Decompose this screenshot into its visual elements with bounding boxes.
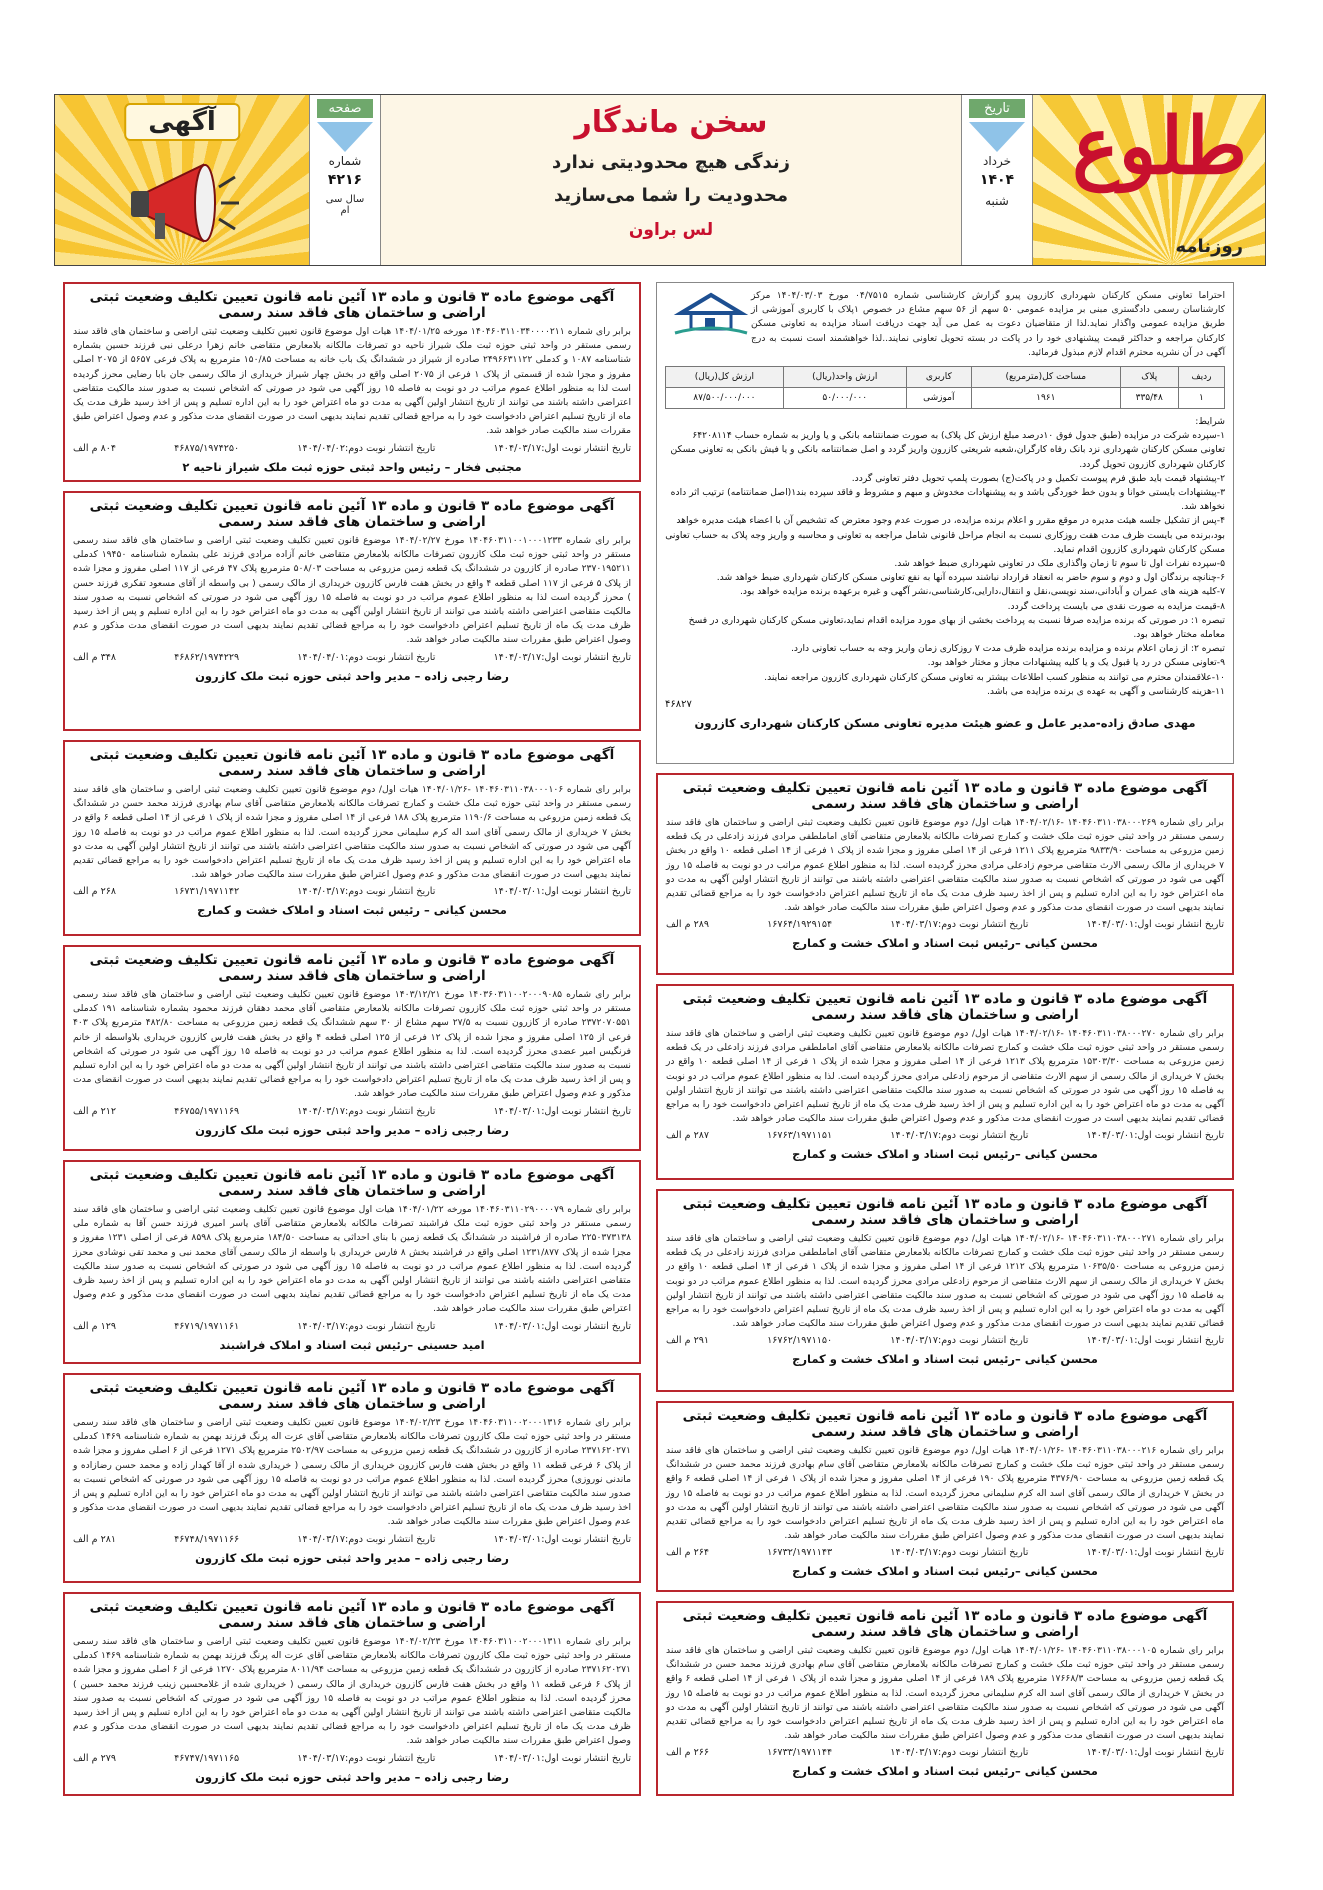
year-label: سال سی ام bbox=[325, 194, 365, 216]
notice-meta bbox=[666, 1130, 1224, 1141]
notice-code: ۱۶۷۳۲/۱۹۷۱۱۴۳ bbox=[767, 1547, 833, 1559]
table-header-cell: ارزش واحد(ریال) bbox=[783, 367, 906, 388]
publish-date-1: تاریخ انتشار نوبت اول:۱۴۰۴/۰۳/۰۱ bbox=[1086, 1130, 1224, 1142]
condition-item: ۹-تعاونی مسکن در رد یا قبول یک و یا کلیه پیشنهادات مجاز و مختار خواهد بود. bbox=[927, 657, 1225, 669]
notice-meta bbox=[73, 1106, 631, 1117]
legal-notice bbox=[63, 1592, 641, 1796]
notice-ref: ۳۴۸ م الف bbox=[73, 651, 117, 663]
notice-body: برابر رای شماره ۱۴۰۴۶۰۳۱۱۰۰۲۰۰۰۱۳۱۱ مورخ ۱۴۰۴/۰۲/۲۳ موضوع قانون تعیین تکلیف وضعیت ثبتی اراضی و ساختمان های فاقد سند رسمی مستقر در واحد ثبتی حوزه ثبت ملک کازرون تصرفات مالکانه بلامعارض متقاضی آقای عزت اله پرنگ فرزند بهمن به شماره شناسنامه ۱۴۶۹ کدملی ۲۳۷۱۶۲۰۲۷۱ صادره از کازرون در ششدانگ یک قطعه زمین مزروعی به مساحت ۸۰۱۱/۹۴ مترمربع پلاک ۱۲۷۰ فرعی از ۶ اصلی مفروز و مجزا شده از پلاک ۶ فرعی قطعه ۱۱ واقع در بخش هفت فارس کازرون خریداری از مالک رسمی ( خریداری شده از غلامحسین زینب فرزند محمد حسین ) محرز گردیده است. لذا به منظور اطلاع عموم مراتب در دو نوبت به فاصله ۱۵ روز آگهی می شود در صورتی که اشخاص نسبت به صدور سند مالکیت متقاضی اعتراضی داشته باشند می توانند از تاریخ انتشار اولین آگهی به مدت دو ماه اعتراض خود را به این اداره تسلیم و پس از اخذ رسید ظرف مدت یک ماه از تاریخ تسلیم اعتراض دادخواست خود را به مراجع قضائی تقدیم نمایند بدیهی است در صورت انقضای مدت مذکور و عدم وصول اعتراض طبق مقررات سند مالکیت صادر خواهد شد. bbox=[73, 1636, 632, 1747]
publish-date-2: تاریخ انتشار نوبت دوم:۱۴۰۴/۰۳/۱۷ bbox=[297, 1533, 436, 1545]
notice-title: آگهی موضوع ماده ۳ قانون و ماده ۱۳ آئین نامه قانون تعیین تکلیف وضعیت ثبتی اراضی و ساختمان های فاقد سند رسمی bbox=[682, 1608, 1208, 1640]
publish-date-1: تاریخ انتشار نوبت اول:۱۴۰۴/۰۳/۰۱ bbox=[1086, 1547, 1224, 1559]
page-label: صفحه bbox=[317, 99, 373, 118]
notice-signature: رضا رجبی زاده – مدیر واحد ثبتی حوزه ثبت ملک کازرون bbox=[195, 1550, 509, 1565]
notice-signature: محسن کیانی –رئیس ثبت اسناد و املاک خشت و کمارج bbox=[792, 1564, 1098, 1579]
notice-title: آگهی موضوع ماده ۳ قانون و ماده ۱۳ آئین نامه قانون تعیین تکلیف وضعیت ثبتی اراضی و ساختمان های فاقد سند رسمی bbox=[89, 289, 615, 321]
tender-notice bbox=[656, 282, 1234, 764]
notice-title: آگهی موضوع ماده ۳ قانون و ماده ۱۳ آئین نامه قانون تعیین تکلیف وضعیت ثبتی اراضی و ساختمان های فاقد سند رسمی bbox=[682, 780, 1208, 812]
publish-date-2: تاریخ انتشار نوبت دوم:۱۴۰۴/۰۳/۱۷ bbox=[297, 1105, 436, 1117]
logo-subtitle: روزنامه bbox=[1175, 236, 1243, 257]
publish-date-2: تاریخ انتشار نوبت دوم:۱۴۰۴/۰۳/۱۷ bbox=[890, 1547, 1029, 1559]
newspaper-logo bbox=[1033, 95, 1265, 265]
condition-item: ۳-پیشنهادات بایستی خوانا و بدون خط خوردگی باشد و به پیشنهادات مخدوش و مبهم و مشروط و فاقد سپرده بند۱(اصل ضمانتنامه) ترتیب اثر داده نخواهد شد. bbox=[670, 487, 1225, 513]
notice-body: برابر رای شماره ۱۴۰۴۶۰۳۱۱۰۰۱۰۰۰۱۲۳۳ مورخ ۱۴۰۴/۰۲/۲۷ موضوع قانون تعیین تکلیف وضعیت ثبتی اراضی و ساختمان های فاقد سند رسمی مستقر در واحد ثبتی حوزه ثبت ملک کازرون تصرفات مالکانه بلامعارض متقاضی خانم آزاده مرادی فرزند علی بشماره شناسنامه ۱۹۴۵۰ کدملی ۲۳۷۰۱۹۵۲۱۱ صادره از کازرون در ششدانگ یک قطعه زمین مزروعی به مساحت ۵۰۸/۰۳ مترمربع پلاک ۴۷ فرعی از ۱۱۷ اصلی مفروز و مجزا شده از پلاک ۵ فرعی از ۱۱۷ اصلی قطعه ۴ واقع در بخش هفت فارس کازرون خریداری از مالک رسمی ( بی واسطه از آقای مسعود تفکری فرزند حسن ) محرز گردیده است لذا به منظور اطلاع عموم مراتب در دو نوبت به فاصله ۱۵ روز آگهی می شود در صورتی که اشخاص نسبت به صدور سند مالکیت متقاضی اعتراضی داشته باشند می توانند از تاریخ انتشار اولین آگهی به مدت دو ماه اعتراض خود را به این اداره تسلیم و پس از اخذ رسید ظرف مدت یک ماه از تاریخ تسلیم اعتراض دادخواست خود را به مراجع قضائی تقدیم نمایند بدیهی است در صورت انقضای مدت مذکور و عدم وصول اعتراض طبق مقررات سند مالکیت صادر خواهد شد. bbox=[73, 535, 632, 646]
tender-table bbox=[665, 366, 1225, 409]
publish-date-1: تاریخ انتشار نوبت اول:۱۴۰۴/۰۳/۰۱ bbox=[1086, 919, 1224, 931]
legal-notice bbox=[63, 1160, 641, 1364]
notice-meta bbox=[666, 1335, 1224, 1346]
table-cell: آموزشی bbox=[906, 388, 971, 409]
condition-item: ۱۰-علاقمندان محترم می توانند به منظور کسب اطلاعات بیشتر به تعاونی مسکن کارکنان شهرداری کازرون مراجعه نمایند. bbox=[764, 671, 1225, 683]
notice-body: برابر رای شماره ۱۴۰۴۶۰۳۱۱۰۳۸۰۰۰۲۷۰ -۱۴۰۴/۰۲/۱۶ هیات اول/ دوم موضوع قانون تعیین تکلیف وضعیت ثبتی اراضی و ساختمان های فاقد سند رسمی مستقر در واحد ثبتی حوزه ثبت ملک خشت و کمارج تصرفات مالکانه بلامعارض متقاضی آقای اماملطفی مرادی فرزند زادعلی در یک قطعه زمین مزروعی به مساحت ۱۵۳۰۳/۳۰ مترمربع پلاک ۱۲۱۳ فرعی از ۱۴ اصلی مفروز و مجزا شده از پلاک ۱ فرعی از ۱۴ اصلی قطعه ۱۰ واقع در بخش ۷ خریداری از مالک رسمی از سهم الارث متقاضی از مرحوم زادعلی مرادی محرز گردیده است. لذا به منظور اطلاع عموم مراتب در دو نوبت به فاصله ۱۵ روز آگهی می شود در صورتی که اشخاص نسبت به صدور سند مالکیت متقاضی اعتراضی داشته باشند می توانند از تاریخ انتشار اولین آگهی به مدت دو ماه اعتراض خود را به این اداره تسلیم و پس از اخذ رسید ظرف مدت یک ماه از تاریخ تسلیم اعتراض دادخواست خود را به مراجع قضائی تقدیم نمایند بدیهی است در صورت انقضای مدت مذکور و عدم وصول اعتراض طبق مقررات سند مالکیت صادر خواهد شد. bbox=[666, 1028, 1225, 1125]
notice-meta bbox=[73, 1753, 631, 1764]
notice-signature: محسن کیانی – رئیس ثبت اسناد و املاک خشت و کمارج bbox=[197, 903, 507, 918]
notice-body: برابر رای شماره ۱۴۰۴۶۰۳۱۱۰۰۲۰۰۰۱۳۱۶ مورخ ۱۴۰۴/۰۲/۲۳ موضوع قانون تعیین تکلیف وضعیت ثبتی اراضی و ساختمان های فاقد سند رسمی مستقر در واحد ثبتی حوزه ثبت ملک کازرون تصرفات مالکانه بلامعارض متقاضی آقای عزت اله پرنگ فرزند بهمن به شماره شناسنامه ۱۴۶۹ کدملی ۲۳۷۱۶۲۰۲۷۱ صادره از کازرون در ششدانگ یک قطعه زمین مزروعی به مساحت ۲۵۰۲/۹۷ مترمربع پلاک ۱۲۷۱ فرعی از ۶ اصلی مفروز و مجزا شده از پلاک ۶ فرعی قطعه ۱۱ واقع در بخش هفت فارس کازرون خریداری از مالک رسمی ( خریداری شده از آقا کهدار زاده و محمد حسن رضازاده و ماندنی نوروزی) محرز گردیده است. لذا به منظور اطلاع عموم مراتب در دو نوبت به فاصله ۱۵ روز آگهی می شود در صورتی که اشخاص نسبت به صدور سند مالکیت متقاضی اعتراضی داشته باشند می توانند از تاریخ انتشار اولین آگهی به مدت دو ماه اعتراض خود را به این اداره تسلیم و پس از اخذ رسید ظرف مدت یک ماه از تاریخ تسلیم اعتراض دادخواست خود را به مراجع قضائی تقدیم نمایند بدیهی است در صورت انقضای مدت مذکور و عدم وصول اعتراض طبق مقررات سند مالکیت صادر خواهد شد. bbox=[73, 1417, 632, 1528]
legal-notice bbox=[63, 491, 641, 731]
table-header-cell: مساحت کل(مترمربع) bbox=[971, 367, 1120, 388]
housing-cooperative-logo bbox=[671, 289, 751, 339]
publish-date-1: تاریخ انتشار نوبت اول:۱۴۰۴/۰۳/۱۷ bbox=[493, 651, 631, 663]
publish-date-2: تاریخ انتشار نوبت دوم:۱۴۰۴/۰۳/۱۷ bbox=[890, 919, 1029, 931]
notice-code: ۴۶۸۷۵/۱۹۷۴۲۵۰ bbox=[174, 442, 240, 454]
publish-date-2: تاریخ انتشار نوبت دوم:۱۴۰۴/۰۴/۰۲ bbox=[297, 442, 436, 454]
notice-body: برابر رای شماره ۱۴۰۴۶۰۳۱۱۰۳۸۰۰۰۲۷۱ -۱۴۰۴/۰۲/۱۶ هیات اول/ دوم موضوع قانون تعیین تکلیف وضعیت ثبتی اراضی و ساختمان های فاقد سند رسمی مستقر در واحد ثبتی حوزه ثبت ملک خشت و کمارج تصرفات مالکانه بلامعارض متقاضی آقای اماملطفی مرادی فرزند زادعلی در یک قطعه زمین مزروعی به مساحت ۱۰۶۳۵/۵۰ مترمربع پلاک ۱۲۱۲ فرعی از ۱۴ اصلی مفروز و مجزا شده از پلاک ۱ فرعی از ۱۴ اصلی قطعه ۱۰ واقع در بخش ۷ خریداری از مالک رسمی از سهم الارث متقاضی از مرحوم زادعلی مرادی محرز گردیده است. لذا به منظور اطلاع عموم مراتب در دو نوبت به فاصله ۱۵ روز آگهی می شود در صورتی که اشخاص نسبت به صدور سند مالکیت متقاضی اعتراضی داشته باشند می توانند از تاریخ انتشار اولین آگهی به مدت دو ماه اعتراض خود را به این اداره تسلیم و پس از اخذ رسید ظرف مدت یک ماه از تاریخ تسلیم اعتراض دادخواست خود را به مراجع قضائی تقدیم نمایند بدیهی است در صورت انقضای مدت مذکور و عدم وصول اعتراض طبق مقررات سند مالکیت صادر خواهد شد. bbox=[666, 1233, 1225, 1330]
notice-ref: ۲۱۲ م الف bbox=[73, 1105, 117, 1117]
publish-date-1: تاریخ انتشار نوبت اول:۱۴۰۴/۰۳/۰۱ bbox=[493, 1533, 631, 1545]
legal-notice bbox=[63, 1373, 641, 1583]
notice-code: ۱۶۷۳۳/۱۹۷۱۱۴۴ bbox=[767, 1747, 833, 1759]
notice-signature: محسن کیانی –رئیس ثبت اسناد و املاک خشت و کمارج bbox=[792, 1352, 1098, 1367]
notice-ref: ۲۶۶ م الف bbox=[666, 1747, 710, 1759]
condition-item: ۶-چنانچه برندگان اول و دوم و سوم حاضر به انعقاد قرارداد نباشند سپرده آنها به نفع تعاونی مسکن کارکنان شهرداری ضبط خواهد شد. bbox=[716, 572, 1225, 584]
notice-signature: رضا رجبی زاده – مدیر واحد ثبتی حوزه ثبت ملک کازرون bbox=[195, 668, 509, 683]
notice-code: ۱۶۷۶۲/۱۹۷۱۱۵۰ bbox=[767, 1335, 833, 1347]
notice-ref: ۲۶۸ م الف bbox=[73, 886, 117, 898]
page-number: ۵ bbox=[338, 118, 352, 143]
notice-body: برابر رای شماره ۱۴۰۴۶۰۳۱۱۰۳۸۰۰۰۲۶۹ -۱۴۰۴/۰۲/۱۶ هیات اول/ دوم موضوع قانون تعیین تکلیف وضعیت ثبتی اراضی و ساختمان های فاقد سند رسمی مستقر در واحد ثبتی حوزه ثبت ملک خشت و کمارج تصرفات مالکانه بلامعارض متقاضی آقای اماملطفی مرادی فرزند زادعلی در یک قطعه زمین مزروعی به مساحت ۹۸۳۳/۹۰ مترمربع پلاک ۱۲۱۱ فرعی از ۱۴ اصلی مفروز و مجزا شده از پلاک ۱ فرعی از ۱۴ اصلی قطعه ۱۰ واقع در بخش ۷ خریداری از مالک رسمی الارث متقاضی مرحوم زادعلی مرادی محرز گردیده است. لذا به منظور اطلاع عموم مراتب در دو نوبت به فاصله ۱۵ روز آگهی می شود در صورتی که اشخاص نسبت به صدور سند مالکیت متقاضی اعتراضی داشته باشند می توانند از تاریخ انتشار اولین آگهی به مدت دو ماه اعتراض خود را به این اداره تسلیم و پس از اخذ رسید ظرف مدت یک ماه از تاریخ تسلیم اعتراض دادخواست خود را به مراجع قضائی تقدیم نمایند بدیهی است در صورت انقضای مدت مذکور و عدم وصول اعتراض طبق مقررات سند مالکیت صادر خواهد شد. bbox=[666, 817, 1224, 914]
legal-notice bbox=[63, 740, 641, 936]
table-cell: ۵۰/۰۰۰/۰۰۰ bbox=[783, 388, 906, 409]
publish-date-2: تاریخ انتشار نوبت دوم:۱۴۰۴/۰۳/۱۷ bbox=[297, 1320, 436, 1332]
condition-item: ۵-سپرده نفرات اول تا سوم تا زمان واگذاری ملک در تعاونی شهرداری ضبط خواهد شد. bbox=[894, 558, 1225, 570]
publish-date-2: تاریخ انتشار نوبت دوم:۱۴۰۴/۰۳/۱۷ bbox=[297, 886, 436, 898]
masthead bbox=[54, 94, 1266, 266]
publish-date-2: تاریخ انتشار نوبت دوم:۱۴۰۴/۰۳/۱۷ bbox=[890, 1335, 1029, 1347]
notice-ref: ۲۸۷ م الف bbox=[666, 1130, 710, 1142]
notice-code: ۴۶۷۱۹/۱۹۷۱۱۶۱ bbox=[174, 1320, 240, 1332]
notice-meta bbox=[73, 443, 631, 454]
legal-notice bbox=[656, 1601, 1234, 1796]
quote-heading: سخن ماندگار bbox=[574, 105, 768, 140]
publish-date-2: تاریخ انتشار نوبت دوم:۱۴۰۴/۰۳/۱۷ bbox=[890, 1747, 1029, 1759]
condition-item: تبصره ۲: از زمان اعلام برنده و مزایده برنده مزایده ظرف مدت ۷ روزکاری زمان واریز وجه به حساب تعاونی دارد. bbox=[791, 643, 1225, 655]
notice-meta bbox=[666, 1547, 1224, 1558]
table-header-cell: کاربری bbox=[906, 367, 971, 388]
ad-banner bbox=[55, 95, 310, 265]
notice-meta bbox=[666, 1747, 1224, 1758]
publish-date-1: تاریخ انتشار نوبت اول:۱۴۰۴/۰۳/۰۱ bbox=[493, 1105, 631, 1117]
notice-title: آگهی موضوع ماده ۳ قانون و ماده ۱۳ آئین نامه قانون تعیین تکلیف وضعیت ثبتی اراضی و ساختمان های فاقد سند رسمی bbox=[89, 747, 615, 779]
tender-conditions bbox=[665, 415, 1225, 699]
publish-date-1: تاریخ انتشار نوبت اول:۱۴۰۴/۰۳/۰۱ bbox=[493, 886, 631, 898]
notice-signature: محسن کیانی –رئیس ثبت اسناد و املاک خشت و کمارج bbox=[792, 1147, 1098, 1162]
legal-notice bbox=[63, 282, 641, 482]
legal-notice bbox=[63, 945, 641, 1151]
notice-code: ۴۶۷۵۵/۱۹۷۱۱۶۹ bbox=[174, 1105, 240, 1117]
publish-date-2: تاریخ انتشار نوبت دوم:۱۴۰۴/۰۴/۰۱ bbox=[297, 651, 436, 663]
notice-signature: محسن کیانی –رئیس ثبت اسناد و املاک خشت و کمارج bbox=[792, 936, 1098, 951]
notice-ref: ۲۸۹ م الف bbox=[666, 919, 710, 931]
legal-notice bbox=[656, 773, 1234, 975]
notice-body: برابر رای شماره ۱۴۰۴۶۰۳۱۱۰۳۸۰۰۰۲۱۶ -۱۴۰۴/۰۱/۲۶ هیات اول/ دوم موضوع قانون تعیین تکلیف وضعیت ثبتی اراضی و ساختمان های فاقد سند رسمی مستقر در واحد ثبتی حوزه ثبت ملک خشت و کمارج تصرفات مالکانه بلامعارض متقاضی آقای سام بهادری فرزند محمد حسن در ششدانگ یک قطعه زمین مزروعی به مساحت ۴۳۷۶/۹۰ مترمربع پلاک ۱۹۰ فرعی از ۱۴ اصلی مفروز و مجزا شده از پلاک ۱ فرعی از ۱۴ اصلی قطعه ۶ واقع در بخش ۷ خریداری از مالک رسمی آقای اسد اله کرم سلیمانی محرز گردیده است. لذا به منظور اطلاع عموم مراتب در دو نوبت به فاصله ۱۵ روز آگهی می شود در صورتی که اشخاص نسبت به صدور سند مالکیت متقاضی اعتراضی داشته باشند می توانند از تاریخ انتشار اولین آگهی به مدت دو ماه اعتراض خود را به این اداره تسلیم و پس از اخذ رسید ظرف مدت یک ماه از تاریخ تسلیم اعتراض دادخواست خود را به مراجع قضائی تقدیم نمایند بدیهی است در صورت انقضای مدت مذکور و عدم وصول اعتراض طبق مقررات سند مالکیت صادر خواهد شد. bbox=[666, 1445, 1224, 1542]
table-header-cell: ردیف bbox=[1178, 367, 1224, 388]
notice-ref: ۸۰۴ م الف bbox=[73, 442, 117, 454]
left-column bbox=[63, 282, 641, 1805]
condition-item: ۸-قیمت مزایده به صورت نقدی می بایست پرداخت گردد. bbox=[1007, 600, 1225, 612]
issue-info bbox=[310, 95, 381, 265]
tender-table-header bbox=[666, 367, 1225, 388]
notice-code: ۴۶۸۶۲/۱۹۷۴۲۲۹ bbox=[174, 651, 240, 663]
notice-signature: رضا رجبی زاده – مدیر واحد ثبتی حوزه ثبت ملک کازرون bbox=[195, 1769, 509, 1784]
quote-line-2: محدودیت را شما می‌سازید bbox=[554, 185, 788, 206]
notice-body: برابر رای شماره ۱۴۰۳۶۰۳۱۱۰۰۲۰۰۰۹۰۸۵ مورخ ۱۴۰۳/۱۲/۲۱ موضوع قانون تعیین تکلیف وضعیت ثبتی اراضی و ساختمان های فاقد سند رسمی مستقر در واحد ثبتی حوزه ثبت ملک کازرون تصرفات مالکانه بلامعارض متقاضی آقای محمد دهقان فرزند محمود بشماره شناسنامه ۱۹۱ کدملی ۲۳۷۲۰۷۰۵۵۱ صادره از کازرون نسبت به ۲۷/۵ سهم مشاع از ۳۰ سهم ششدانگ یک قطعه زمین مزروعی به مساحت ۴۸۲/۸۰ مترمربع پلاک ۴۰۳ فرعی از ۱۲۵ اصلی مفروز و مجزا شده از پلاک ۱۲ فرعی از ۱۲۵ اصلی قطعه ۴ واقع در بخش هفت فارس کازرون خریداری بلاواسطه از خانم فرنگیس امیر عضدی محرز گردیده است. لذا به منظور اطلاع عموم مراتب در دو نوبت به فاصله ۱۵ روز آگهی می شود در صورتی که اشخاص نسبت به صدور سند مالکیت متقاضی اعتراضی داشته باشند می توانند از تاریخ انتشار اولین آگهی به مدت دو ماه اعتراض خود را به این اداره تسلیم و پس از اخذ رسید ظرف مدت یک ماه از تاریخ تسلیم اعتراض دادخواست خود را به مراجع قضائی تقدیم نمایند بدیهی است در صورت انقضای مدت مذکور و عدم وصول اعتراض طبق مقررات سند مالکیت صادر خواهد شد. bbox=[73, 989, 631, 1100]
date-weekday: شنبه bbox=[985, 194, 1009, 208]
notice-title: آگهی موضوع ماده ۳ قانون و ماده ۱۳ آئین نامه قانون تعیین تکلیف وضعیت ثبتی اراضی و ساختمان های فاقد سند رسمی bbox=[89, 1599, 615, 1631]
table-cell: ۳۳۵/۴۸ bbox=[1120, 388, 1178, 409]
notice-ref: ۲۹۱ م الف bbox=[666, 1335, 710, 1347]
notice-meta bbox=[73, 1321, 631, 1332]
publish-date-2: تاریخ انتشار نوبت دوم:۱۴۰۴/۰۳/۱۷ bbox=[297, 1752, 436, 1764]
date-label: تاریخ bbox=[969, 99, 1025, 118]
table-cell: ۸۷/۵۰۰/۰۰۰/۰۰۰ bbox=[666, 388, 784, 409]
page-arrow bbox=[317, 122, 373, 152]
publish-date-1: تاریخ انتشار نوبت اول:۱۴۰۴/۰۳/۰۱ bbox=[493, 1320, 631, 1332]
table-header-cell: پلاک bbox=[1120, 367, 1178, 388]
notice-body: برابر رای شماره ۱۴۰۴۶۰۳۱۱۰۳۸۰۰۰۱۰۵ -۱۴۰۴/۰۱/۲۶ هیات اول/ دوم موضوع قانون تعیین تکلیف وضعیت ثبتی اراضی و ساختمان های فاقد سند رسمی مستقر در واحد ثبتی حوزه ثبت ملک خشت و کمارج تصرفات مالکانه بلامعارض متقاضی آقای سام بهادری فرزند محمد حسن در ششدانگ یک قطعه زمین مزروعی به مساحت ۱۷۶۶۸/۳ مترمربع پلاک ۱۸۹ فرعی از ۱۴ اصلی مفروز و مجزا شده از پلاک ۱ فرعی از ۱۴ اصلی قطعه ۶ واقع در بخش ۷ خریداری از مالک رسمی آقای اسد اله کرم سلیمانی محرز گردیده است. لذا به منظور اطلاع عموم مراتب در دو نوبت به فاصله ۱۵ روز آگهی می شود در صورتی که اشخاص نسبت به صدور سند مالکیت متقاضی اعتراضی داشته باشند می توانند از تاریخ انتشار اولین آگهی به مدت دو ماه اعتراض خود را به این اداره تسلیم و پس از اخذ رسید ظرف مدت یک ماه از تاریخ تسلیم اعتراض دادخواست خود را به مراجع قضائی تقدیم نمایند بدیهی است در صورت انقضای مدت مذکور و عدم وصول اعتراض طبق مقررات سند مالکیت صادر خواهد شد. bbox=[666, 1645, 1224, 1742]
table-header-cell: ارزش کل(ریال) bbox=[666, 367, 784, 388]
notice-title: آگهی موضوع ماده ۳ قانون و ماده ۱۳ آئین نامه قانون تعیین تکلیف وضعیت ثبتی اراضی و ساختمان های فاقد سند رسمی bbox=[89, 498, 615, 530]
ad-label: آگهی bbox=[124, 103, 240, 141]
table-row bbox=[666, 388, 1225, 409]
notice-signature: محسن کیانی –رئیس ثبت اسناد و املاک خشت و کمارج bbox=[792, 1764, 1098, 1779]
quote-line-1: زندگی هیچ محدودیتی ندارد bbox=[552, 152, 790, 173]
tender-signature: مهدی صادق زاده-مدیر عامل و عضو هیئت مدیره تعاونی مسکن کارکنان شهرداری کازرون bbox=[694, 716, 1196, 731]
notice-meta bbox=[73, 886, 631, 897]
tender-code: ۴۶۸۲۷ bbox=[665, 699, 692, 711]
date-month: خرداد bbox=[982, 154, 1012, 168]
issue-label: شماره bbox=[328, 154, 362, 168]
legal-notice bbox=[656, 1401, 1234, 1592]
notice-body: برابر رای شماره ۱۴۰۴۶۰۳۱۱۰۲۹۰۰۰۰۷۹ مورخه ۱۴۰۴/۰۱/۲۲ هیات اول موضوع قانون تعیین تکلیف وضعیت ثبتی اراضی و ساختمان های فاقد سند رسمی مستقر در واحد ثبتی حوزه ثبت ملک فراشبند تصرفات مالکانه بلامعارض متقاضی آقای یاسر امیری فرزند حسن آقا به شماره ملی ۲۲۵۰۳۷۳۱۳۸ صادره از فراشبند در ششدانگ یک قطعه زمین با بنای احداثی به مساحت ۱۸۴/۵۰ مترمربع پلاک ۸۵۹۸ فرعی از اصلی ۱۲۳۱ مفروز و مجزا شده از پلاک ۱۲۳۱/۸۷۷ اصلی واقع در فراشبند بخش ۸ فارس خریداری با واسطه از مالک رسمی آقای محمد نبی و محمد تقی نوشادی محرز گردیده است. لذا به منظور اطلاع عموم مراتب در دو نوبت به فاصله ۱۵ روز آگهی می شود در صورتی که اشخاص نسبت به صدور سند مالکیت متقاضی اعتراضی داشته باشند می توانند از تاریخ انتشار اولین آگهی به مدت دو ماه اعتراض خود را به این اداره تسلیم و پس از اخذ رسید ظرف مدت یک ماه از تاریخ تسلیم اعتراض دادخواست خود را به مراجع قضائی تقدیم نمایند بدیهی است در صورت انقضای مدت مذکور و عدم وصول اعتراض طبق مقررات سند مالکیت صادر خواهد شد. bbox=[73, 1204, 632, 1315]
notice-signature: رضا رجبی زاده – مدیر واحد ثبتی حوزه ثبت ملک کازرون bbox=[195, 1122, 509, 1137]
legal-notice bbox=[656, 984, 1234, 1180]
notice-title: آگهی موضوع ماده ۳ قانون و ماده ۱۳ آئین نامه قانون تعیین تکلیف وضعیت ثبتی اراضی و ساختمان های فاقد سند رسمی bbox=[89, 952, 615, 984]
notice-title: آگهی موضوع ماده ۳ قانون و ماده ۱۳ آئین نامه قانون تعیین تکلیف وضعیت ثبتی اراضی و ساختمان های فاقد سند رسمی bbox=[682, 1408, 1208, 1440]
notice-title: آگهی موضوع ماده ۳ قانون و ماده ۱۳ آئین نامه قانون تعیین تکلیف وضعیت ثبتی اراضی و ساختمان های فاقد سند رسمی bbox=[682, 991, 1208, 1023]
condition-item: ۲-پیشنهاد قیمت باید طبق فرم پیوست تکمیل و در پاکت(ج) بصورت پلمپ تحویل دفتر تعاونی گردد. bbox=[851, 472, 1225, 484]
publish-date-1: تاریخ انتشار نوبت اول:۱۴۰۴/۰۳/۰۱ bbox=[493, 1752, 631, 1764]
publish-date-1: تاریخ انتشار نوبت اول:۱۴۰۴/۰۳/۰۱ bbox=[1086, 1747, 1224, 1759]
date-day: ۱۷ bbox=[983, 118, 1011, 143]
condition-item: تبصره ۱: در صورتی که برنده مزایده صرفا نسبت به پرداخت بخشی از بهای مورد مزایده اقدام نماید،تعاونی مسکن کارکنان شهرداری در فسخ معامله مختار خواهد بود. bbox=[688, 614, 1225, 641]
notice-code: ۱۶۷۶۳/۱۹۷۱۱۵۱ bbox=[767, 1130, 833, 1142]
tender-intro: احتراما تعاونی مسکن کارکنان شهرداری کازرون پیرو گزارش کارشناسی شماره ۰۴/۷۵۱۵ مورخ ۱۴۰۴/۰۳/۰۳ مرکز کارشناسان رسمی دادگستری مبنی بر مزایده عمومی ۵۰ سهم از ۵۶ سهم مشاع در خصوص ۱پلاک با کاربری آموزشی از طریق مزایده عمومی واگذار نماید.لذا از متقاضیان دعوت به عمل می آید جهت دریافت اسناد مزایده به تعاونی مسکن کارکنان مراجعه و حداکثر قیمت پیشنهادی خود را در پاکت در بسته تحویل تعاونی نمایند..لذا خواهشمند است نسبت به درج آگهی در آن نشریه محترم اقدام لازم مبذول فرمائید. bbox=[751, 290, 1225, 358]
notice-meta bbox=[666, 919, 1224, 930]
publish-date-1: تاریخ انتشار نوبت اول:۱۴۰۴/۰۳/۱۷ bbox=[493, 442, 631, 454]
notice-title: آگهی موضوع ماده ۳ قانون و ماده ۱۳ آئین نامه قانون تعیین تکلیف وضعیت ثبتی اراضی و ساختمان های فاقد سند رسمی bbox=[89, 1380, 615, 1412]
notice-title: آگهی موضوع ماده ۳ قانون و ماده ۱۳ آئین نامه قانون تعیین تکلیف وضعیت ثبتی اراضی و ساختمان های فاقد سند رسمی bbox=[682, 1196, 1208, 1228]
notice-ref: ۱۲۹ م الف bbox=[73, 1320, 117, 1332]
issue-number: ۴۲۱۶ bbox=[327, 172, 363, 188]
notice-meta bbox=[73, 1534, 631, 1545]
table-cell: ۱ bbox=[1178, 388, 1224, 409]
notice-code: ۱۶۷۶۴/۱۹۲۹۱۵۴ bbox=[767, 919, 833, 931]
notice-code: ۴۶۷۴۸/۱۹۷۱۱۶۶ bbox=[174, 1533, 240, 1545]
logo-word: طلوع bbox=[1072, 101, 1247, 192]
notice-signature: مجتبی فخار – رئیس واحد ثبتی حوزه ثبت ملک شیراز ناحیه ۲ bbox=[182, 459, 522, 474]
notice-ref: ۲۶۴ م الف bbox=[666, 1547, 710, 1559]
condition-item: ۱۱-هزینه کارشناسی و آگهی به عهده ی برنده مزایده می باشد. bbox=[986, 685, 1225, 697]
right-column bbox=[656, 282, 1234, 1805]
condition-item: ۴-پس از تشکیل جلسه هیئت مدیره در موقع مقرر و اعلام برنده مزایده، در صورت عدم وجود معترض که تشخیص آن با اعضاء هیئت مدیره خواهد بود،برنده می بایست ظرف مدت هفت روزکاری نسبت به انجام مراحل قانونی شامل مراجعه به تعاونی و محاسبه و واریز وجه پلاک به حساب تعاونی مسکن کارکنان شهرداری کازرون اقدام نماید. bbox=[665, 515, 1225, 555]
megaphone-icon bbox=[125, 157, 241, 249]
quote-section bbox=[381, 95, 962, 265]
notice-meta bbox=[73, 652, 631, 663]
legal-notice bbox=[656, 1189, 1234, 1392]
condition-item: ۱-سپرده شرکت در مزایده (طبق جدول فوق ۱۰درصد مبلغ ارزش کل پلاک) به صورت ضمانتنامه بانکی و یا واریز به شماره حساب ۶۴۲۰۸۱۱۴ تعاونی مسکن کارکنان شهرداری نزد بانک رفاه کارگران،شعبه شریعتی کازرون واریز گردد و اصل ضمانتنامه بانکی و یا فیش بانکی به تعاونی مسکن کارکنان شهرداری کازرون تحویل گردد. bbox=[670, 430, 1225, 470]
publish-date-2: تاریخ انتشار نوبت دوم:۱۴۰۴/۰۳/۱۷ bbox=[890, 1130, 1029, 1142]
notice-code: ۱۶۷۳۱/۱۹۷۱۱۴۲ bbox=[174, 886, 240, 898]
date-info bbox=[962, 95, 1033, 265]
notice-signature: امید حسینی –رئیس ثبت اسناد و املاک فراشبند bbox=[219, 1337, 485, 1352]
date-year: ۱۴۰۴ bbox=[979, 172, 1015, 188]
publish-date-1: تاریخ انتشار نوبت اول:۱۴۰۴/۰۳/۰۱ bbox=[1086, 1335, 1224, 1347]
conditions-title: شرایط: bbox=[1195, 416, 1225, 428]
notice-ref: ۲۸۱ م الف bbox=[73, 1533, 117, 1545]
quote-author: لس براون bbox=[628, 220, 714, 240]
notice-body: برابر رای شماره ۱۴۰۴۶۰۳۱۱۰۳۸۰۰۰۱۰۶ -۱۴۰۴/۰۱/۲۶ هیات اول/ دوم موضوع قانون تعیین تکلیف وضعیت ثبتی اراضی و ساختمان های فاقد سند رسمی مستقر در واحد ثبتی حوزه ثبت ملک خشت و کمارج تصرفات مالکانه بلامعارض متقاضی آقای سام بهادری فرزند محمد حسن در ششدانگ یک قطعه زمین مزروعی به مساحت ۱۱۹۰/۶ مترمربع پلاک ۱۸۸ فرعی از ۱۴ اصلی مفروز و مجزا شده از پلاک ۱ فرعی از ۱۴ اصلی قطعه ۶ واقع در بخش ۷ خریداری از مالک رسمی آقای اسد اله کرم سلیمانی محرز گردیده است. لذا به منظور اطلاع عموم مراتب در دو نوبت به فاصله ۱۵ روز آگهی می شود در صورتی که اشخاص نسبت به صدور سند مالکیت متقاضی اعتراضی داشته باشند می توانند از تاریخ انتشار اولین آگهی به مدت دو ماه اعتراض خود را به این اداره تسلیم و پس از اخذ رسید ظرف مدت یک ماه از تاریخ تسلیم اعتراض دادخواست خود را به مراجع قضائی تقدیم نمایند بدیهی است در صورت انقضای مدت مذکور و عدم وصول اعتراض طبق مقررات سند مالکیت صادر خواهد شد. bbox=[73, 784, 632, 881]
notice-title: آگهی موضوع ماده ۳ قانون و ماده ۱۳ آئین نامه قانون تعیین تکلیف وضعیت ثبتی اراضی و ساختمان های فاقد سند رسمی bbox=[89, 1167, 615, 1199]
notice-ref: ۲۷۹ م الف bbox=[73, 1752, 117, 1764]
date-arrow bbox=[969, 122, 1025, 152]
notice-body: برابر رای شماره ۱۴۰۴۶۰۳۱۱۰۳۴۰۰۰۰۲۱۱ مورخه ۱۴۰۴/۰۱/۲۵ هیات اول موضوع قانون تعیین تکلیف وضعیت ثبتی اراضی و ساختمان های فاقد سند رسمی مستقر در واحد ثبتی حوزه ثبت ملک شیراز ناحیه دو تصرفات مالکانه بلامعارض متقاضی خانم زهرا درعلی نبی فرزند حسین بشماره شناسنامه ۱۰۸۷ و کدملی ۲۴۹۶۶۳۱۱۲۲ صادره از شیراز در ششدانگ یک باب خانه به مساحت ۱۵۰/۸۵ مترمربع به پلاک فرعی ۵۶۵۷ از ۲۰۷۵ اصلی مفروز و مجزا شده از قسمتی از پلاک ۱ فرعی از ۲۰۷۵ اصلی واقع در بخش چهار شیراز خریداری از مالک رسمی جان بابا رضایی محرز گردیده است لذا به منظور اطلاع عموم مراتب در دو نوبت به فاصله ۱۵ روز آگهی می شود در صورتی که اشخاص نسبت به صدور سند مالکیت متقاضی اعتراضی داشته باشند می توانند از تاریخ انتشار اولین آگهی به مدت دو ماه اعتراض خود را به این اداره تسلیم و پس از اخذ رسید ظرف مدت یک ماه از تاریخ تسلیم اعتراض دادخواست خود را به مراجع قضائی تقدیم نمایند بدیهی است در صورت انقضای مدت مذکور و عدم وصول اعتراض طبق مقررات سند مالکیت صادر خواهد شد. bbox=[73, 326, 631, 437]
condition-item: ۷-کلیه هزینه های عمران و آبادانی،سند نویسی،نقل و انتقال،دارایی،کارشناسی،نشر آگهی و غیره برعهده برنده مزایده خواهد بود. bbox=[739, 586, 1225, 598]
table-cell: ۱۹۶۱ bbox=[971, 388, 1120, 409]
notice-code: ۴۶۷۴۷/۱۹۷۱۱۶۵ bbox=[174, 1752, 240, 1764]
